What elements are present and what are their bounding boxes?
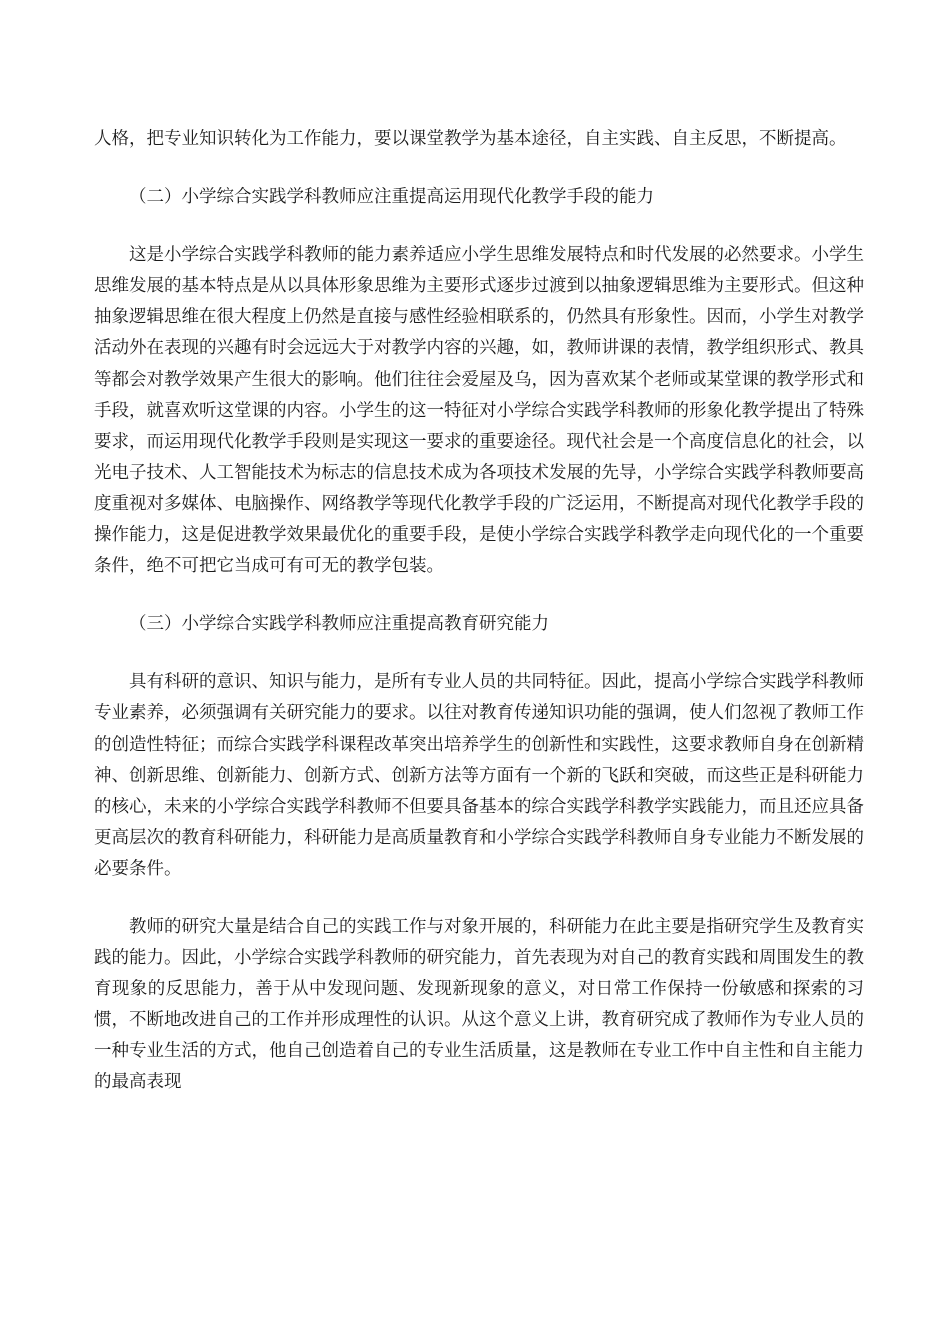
paragraph-section-3-b: 教师的研究大量是结合自己的实践工作与对象开展的，科研能力在此主要是指研究学生及教育实践的能力。因此，小学综合实践学科教师的研究能力，首先表现为对自己的教育实践和周围发生的教育现象的反思能力，善于从中发现问题、发现新现象的意义，对日常工作保持一份敏感和探索的习惯，不断地改进自己的工作并形成理性的认识。从这个意义上讲，教育研究成了教师作为专业人员的一种专业生活的方式，他自己创造着自己的专业生活质量，这是教师在专业工作中自主性和自主能力的最高表现 (94, 916, 864, 1093)
section-heading-3: （三）小学综合实践学科教师应注重提高教育研究能力 (129, 614, 549, 635)
paragraph-section-2: 这是小学综合实践学科教师的能力素养适应小学生思维发展特点和时代发展的必然要求。小学生思维发展的基本特点是从以具体形象思维为主要形式逐步过渡到以抽象逻辑思维为主要形式。但这种抽象逻辑思维在很大程度上仍然是直接与感性经验相联系的，仍然具有形象性。因而，小学生对教学活动外在表现的兴趣有时会远远大于对教学内容的兴趣，如，教师讲课的表情，教学组织形式、教具等都会对教学效果产生很大的影响。他们往往会爱屋及乌，因为喜欢某个老师或某堂课的教学形式和手段，就喜欢听这堂课的内容。小学生的这一特征对小学综合实践学科教师的形象化教学提出了特殊要求，而运用现代化教学手段则是实现这一要求的重要途径。现代社会是一个高度信息化的社会，以光电子技术、人工智能技术为标志的信息技术成为各项技术发展的先导，小学综合实践学科教师要高度重视对多媒体、电脑操作、网络教学等现代化教学手段的广泛运用，不断提高对现代化教学手段的操作能力，这是促进教学效果最优化的重要手段，是使小学综合实践学科教学走向现代化的一个重要条件，绝不可把它当成可有可无的教学包装。 (94, 245, 864, 577)
section-heading-2: （二）小学综合实践学科教师应注重提高运用现代化教学手段的能力 (129, 187, 654, 208)
paragraph-continued: 人格，把专业知识转化为工作能力，要以课堂教学为基本途径，自主实践、自主反思，不断提高。 (94, 129, 847, 149)
paragraph-section-3-a: 具有科研的意识、知识与能力，是所有专业人员的共同特征。因此，提高小学综合实践学科教师专业素养，必须强调有关研究能力的要求。以往对教育传递知识功能的强调，使人们忽视了教师工作的创造性特征；而综合实践学科课程改革突出培养学生的创新性和实践性，这要求教师自身在创新精神、创新思维、创新能力、创新方式、创新方法等方面有一个新的飞跃和突破，而这些正是科研能力的核心，未来的小学综合实践学科教师不但要具备基本的综合实践学科教学实践能力，而且还应具备更高层次的教育科研能力，科研能力是高质量教育和小学综合实践学科教师自身专业能力不断发展的必要条件。 (94, 672, 864, 879)
document-body (94, 124, 864, 1099)
